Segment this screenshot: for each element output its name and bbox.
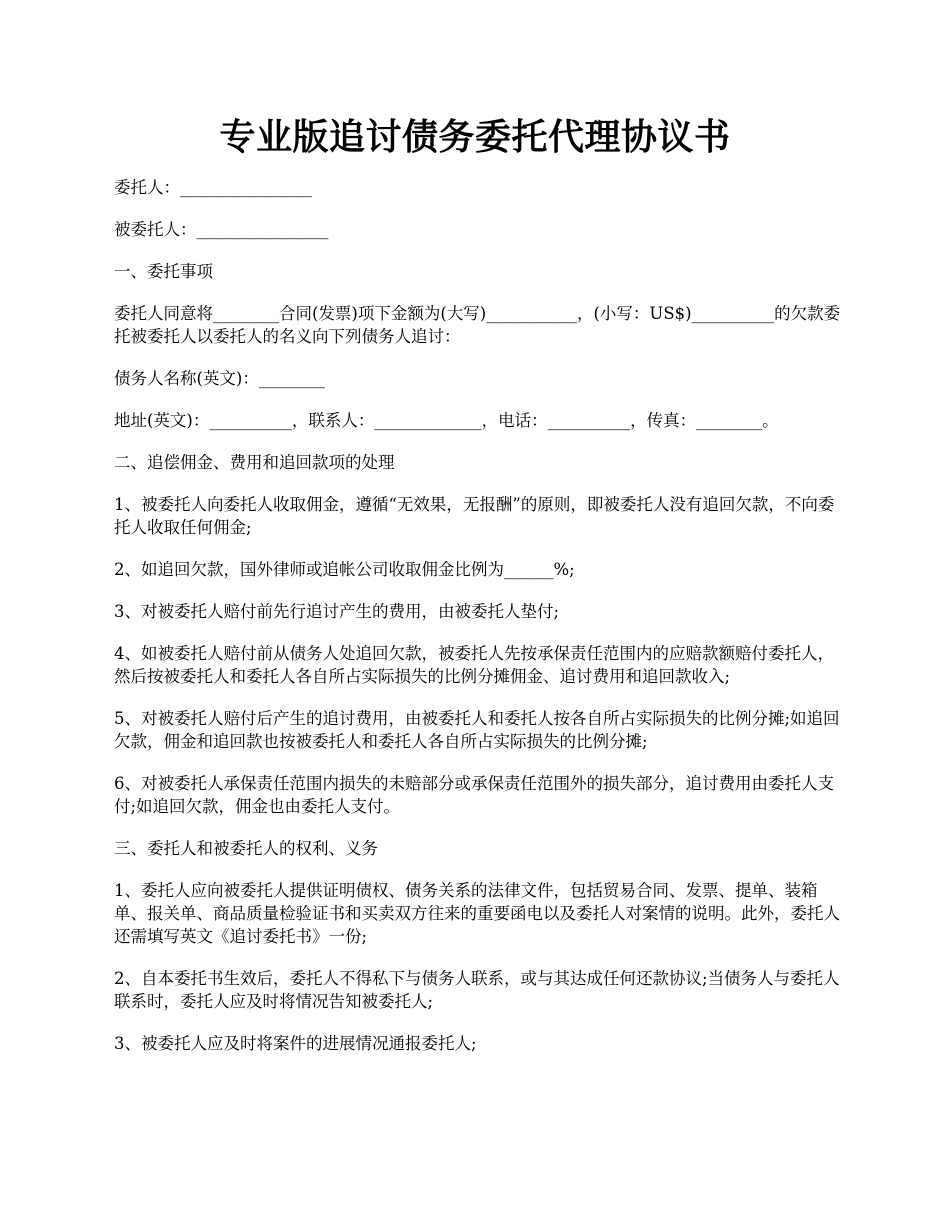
clause-2-2: 2、如追回欠款，国外律师或追帐公司收取佣金比例为______%; (114, 560, 575, 579)
document-title: 专业版追讨债务委托代理协议书 (219, 116, 731, 158)
paragraph-principal: 委托人：________________ (114, 178, 312, 197)
clause-2-4: 4、如被委托人赔付前从债务人处追回欠款，被委托人先按承保责任范围内的应赔款额赔付委托人，然后按被委托人和委托人各自所占实际损失的比例分摊佣金、追讨费用和追回款收入; (114, 644, 834, 686)
section-heading-3: 三、委托人和被委托人的权利、义务 (114, 839, 378, 858)
clause-2-5: 5、对被委托人赔付后产生的追讨费用，由被委托人和委托人按各自所占实际损失的比例分摊;如追回欠款，佣金和追回款也按被委托人和委托人各自所占实际损失的比例分摊; (114, 709, 840, 751)
clause-3-3: 3、被委托人应及时将案件的进展情况通报委托人; (114, 1034, 477, 1053)
clause-3-2: 2、自本委托书生效后，委托人不得私下与债务人联系，或与其达成任何还款协议;当债务人与委托人联系时，委托人应及时将情况告知被委托人; (114, 969, 840, 1011)
paragraph-agent: 被委托人：________________ (114, 220, 329, 239)
paragraph-debtor-name: 债务人名称(英文)：________ (114, 369, 325, 388)
section-heading-2: 二、追偿佣金、费用和追回款项的处理 (114, 453, 395, 472)
paragraph-debtor-address: 地址(英文)：__________，联系人：_____________，电话：__________，传真：________。 (114, 411, 779, 430)
clause-2-6: 6、对被委托人承保责任范围内损失的未赔部分或承保责任范围外的损失部分，追讨费用由委托人支付;如追回欠款，佣金也由委托人支付。 (114, 774, 834, 816)
section-heading-1: 一、委托事项 (114, 262, 213, 281)
clause-2-1: 1、被委托人向委托人收取佣金，遵循“无效果，无报酬”的原则，即被委托人没有追回欠款，不向委托人收取任何佣金; (114, 495, 835, 537)
document-body (114, 176, 844, 1074)
paragraph-entrustment: 委托人同意将________合同(发票)项下金额为(大写)___________，(小写：US$)__________的欠款委托被委托人以委托人的名义向下列债务人追讨： (114, 304, 841, 346)
clause-3-1: 1、委托人应向被委托人提供证明债权、债务关系的法律文件，包括贸易合同、发票、提单、装箱单、报关单、商品质量检验证书和买卖双方往来的重要函电以及委托人对案情的说明。此外，委托人还需填写英文《追讨委托书》一份; (114, 881, 840, 946)
clause-2-3: 3、对被委托人赔付前先行追讨产生的费用，由被委托人垫付; (114, 602, 560, 621)
